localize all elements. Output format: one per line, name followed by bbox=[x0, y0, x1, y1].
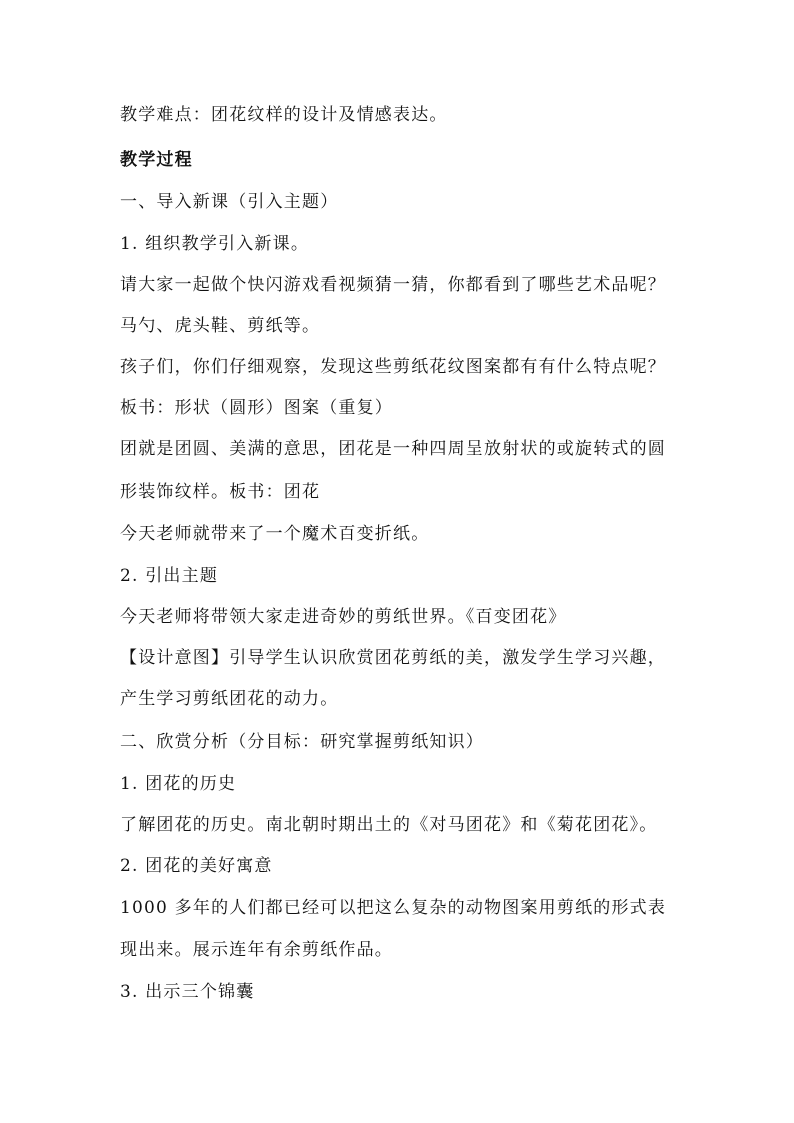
paragraph-line: 团就是团圆、美满的意思，团花是一种四周呈放射状的或旋转式的圆 bbox=[120, 439, 666, 459]
subheading-organize-teaching: 1. 组织教学引入新课。 bbox=[120, 234, 310, 254]
subheading-meaning: 2. 团花的美好寓意 bbox=[120, 856, 273, 876]
paragraph-line: 今天老师将带领大家走进奇妙的剪纸世界。《百变团花》 bbox=[120, 607, 567, 627]
paragraph-line: 产生学习剪纸团花的动力。 bbox=[120, 689, 339, 709]
paragraph-line: 1000 多年的人们都已经可以把这么复杂的动物图案用剪纸的形式表 bbox=[120, 898, 667, 918]
section-heading-teaching-process: 教学过程 bbox=[120, 150, 193, 170]
section-heading-introduction: 一、导入新课（引入主题） bbox=[120, 192, 339, 212]
subheading-three-tips: 3. 出示三个锦囊 bbox=[120, 982, 255, 1002]
paragraph-line: 现出来。展示连年有余剪纸作品。 bbox=[120, 940, 393, 960]
teaching-difficulty-line: 教学难点：团花纹样的设计及情感表达。 bbox=[120, 105, 448, 125]
paragraph-line: 了解团花的历史。南北朝时期出土的《对马团花》和《菊花团花》。 bbox=[120, 815, 658, 835]
subheading-history: 1. 团花的历史 bbox=[120, 774, 237, 794]
paragraph-line: 请大家一起做个快闪游戏看视频猜一猜，你都看到了哪些艺术品呢？ bbox=[120, 275, 666, 295]
section-heading-appreciation: 二、欣赏分析（分目标：研究掌握剪纸知识） bbox=[120, 732, 484, 752]
design-intent-line: 【设计意图】引导学生认识欣赏团花剪纸的美，激发学生学习兴趣， bbox=[120, 648, 666, 668]
subheading-introduce-theme: 2. 引出主题 bbox=[120, 566, 219, 586]
blackboard-note-line: 板书：形状（圆形）图案（重复） bbox=[120, 398, 393, 418]
paragraph-line: 今天老师就带来了一个魔术百变折纸。 bbox=[120, 524, 430, 544]
paragraph-line: 孩子们，你们仔细观察，发现这些剪纸花纹图案都有有什么特点呢？ bbox=[120, 357, 666, 377]
paragraph-line: 马勺、虎头鞋、剪纸等。 bbox=[120, 316, 321, 336]
paragraph-line: 形装饰纹样。板书：团花 bbox=[120, 482, 321, 502]
